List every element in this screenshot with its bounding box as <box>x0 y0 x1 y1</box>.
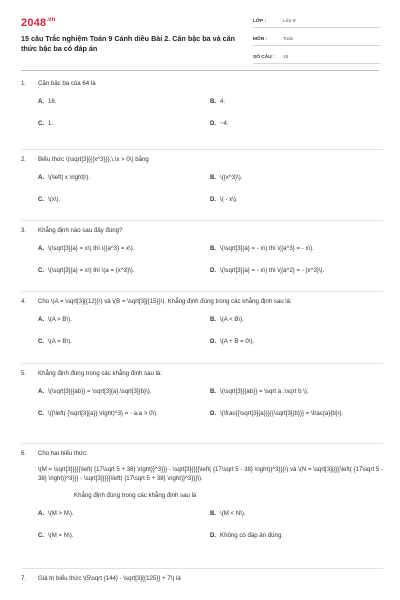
option-b[interactable]: B. \(A < B\). <box>210 316 244 324</box>
meta-row-count: SỐ CÂU : 15 <box>253 50 381 64</box>
site-logo[interactable]: $2048^{.vn}$ <box>21 17 56 29</box>
meta-row-grade: LỚP : Lớp 9 <box>253 14 381 28</box>
question-number: 2. <box>21 156 27 163</box>
option-c[interactable]: C. \(M = N\). <box>38 532 74 540</box>
option-a[interactable]: A. \(A > B\). <box>38 316 72 324</box>
question-number: 6. <box>21 450 27 457</box>
question-number: 1. <box>21 80 27 87</box>
option-d[interactable]: D. Không có đáp án đúng. <box>210 532 284 540</box>
option-d[interactable]: D. −4. <box>210 120 229 128</box>
option-c[interactable]: C. \(x\). <box>38 196 61 204</box>
option-b[interactable]: B. 4. <box>210 98 226 106</box>
question-1 <box>21 80 383 149</box>
question-text: Căn bậc ba của 64 là <box>38 80 96 87</box>
option-d[interactable]: D. \( - x\). <box>210 196 238 204</box>
question-text: Giá trị biểu thức \(5\sqrt {144} - \sqrt[3]{{125}} + 7\) là <box>38 575 181 582</box>
question-7 <box>21 569 383 583</box>
question-text: Khẳng định nào sau đây đúng? <box>38 227 123 234</box>
option-a[interactable]: A. \(M > N\). <box>38 510 74 518</box>
question-text: Biểu thức \(\sqrt[3]{{{x^3}}},\,\x > 0\) bằng <box>38 156 149 163</box>
document-header <box>0 0 400 72</box>
option-c[interactable]: C. \(\sqrt[3]{a} = x\) thì \(a = {x^3}\). <box>38 267 135 275</box>
question-number: 3. <box>21 227 27 234</box>
question-prompt: Khẳng định đúng trong các khẳng định sau là <box>74 491 197 499</box>
header-divider <box>21 70 379 71</box>
question-4 <box>21 292 383 363</box>
option-a[interactable]: A. \(\sqrt[3]{{ab}} = \sqrt[3]{a}.\sqrt[3]{b}\). <box>38 388 152 396</box>
option-c[interactable]: C. \({\left( {\sqrt[3]{a}} \right)^3} = - a,a > 0\). <box>38 410 158 418</box>
option-b[interactable]: B. \(M < N\). <box>210 510 246 518</box>
option-c[interactable]: C. 1. <box>38 120 54 128</box>
option-d[interactable]: D. \(A + B = 0\). <box>210 338 255 346</box>
document-title: 15 câu Trắc nghiệm Toán 9 Cánh diều Bài 2. Căn bậc ba và căn thức bậc ba có đáp án <box>21 34 235 53</box>
option-b[interactable]: B. \({x^3}\). <box>210 174 243 182</box>
question-text: Cho \(A = \sqrt[3]{{12}}\) và \(B = \sqrt[3]{{15}}\). Khẳng định đúng trong các khẳng định sau là: <box>38 298 292 305</box>
meta-row-subject: MÔN : Toán <box>253 32 381 46</box>
question-number: 5. <box>21 370 27 377</box>
question-2 <box>21 150 383 220</box>
question-text: Khẳng định đúng trong các khẳng định sau là: <box>38 370 162 377</box>
document-meta <box>253 14 381 68</box>
option-b[interactable]: B. \(\sqrt[3]{a} = - x\) thì \({a^3} = - x\). <box>210 245 314 253</box>
option-a[interactable]: A. \(\left| x \right|\). <box>38 174 91 182</box>
question-6 <box>21 444 383 568</box>
option-d[interactable]: D. \(\frac{{\sqrt[3]{a}}}{{\sqrt[3]{b}}} = \frac{a}{b}\). <box>210 410 344 418</box>
option-a[interactable]: A. 16. <box>38 98 57 106</box>
question-text: Cho hai biểu thức: <box>38 450 88 457</box>
option-c[interactable]: C. \(A = B\). <box>38 338 72 346</box>
question-5 <box>21 364 383 443</box>
option-a[interactable]: A. \(\sqrt[3]{a} = x\) thì \({a^3} = x\). <box>38 245 135 253</box>
question-expression: \(M = \sqrt[3]{{{{\left( {17\sqrt 5 + 38} \right)}^3}}} - \sqrt[3]{{{{\left( {17\sqrt 5 - 38} \right)}^3}}}\) và \(N = \sqrt[3]{{{{\left( {17\sqrt 5 - 38} \right)}^3}}} - \sqrt[3]{{{{\left( {17\sqrt 5 + 38} \right)}^3}}}\). <box>38 466 383 483</box>
question-3 <box>21 221 383 291</box>
question-list <box>21 80 383 583</box>
option-d[interactable]: D. \(\sqrt[3]{a} = - x\) thì \({a^2} = - {x^3}\). <box>210 267 325 275</box>
question-number: 7. <box>21 575 27 582</box>
option-b[interactable]: B. \(\sqrt[3]{{ab}} = \sqrt a .\sqrt b \). <box>210 388 309 396</box>
question-number: 4. <box>21 298 27 305</box>
